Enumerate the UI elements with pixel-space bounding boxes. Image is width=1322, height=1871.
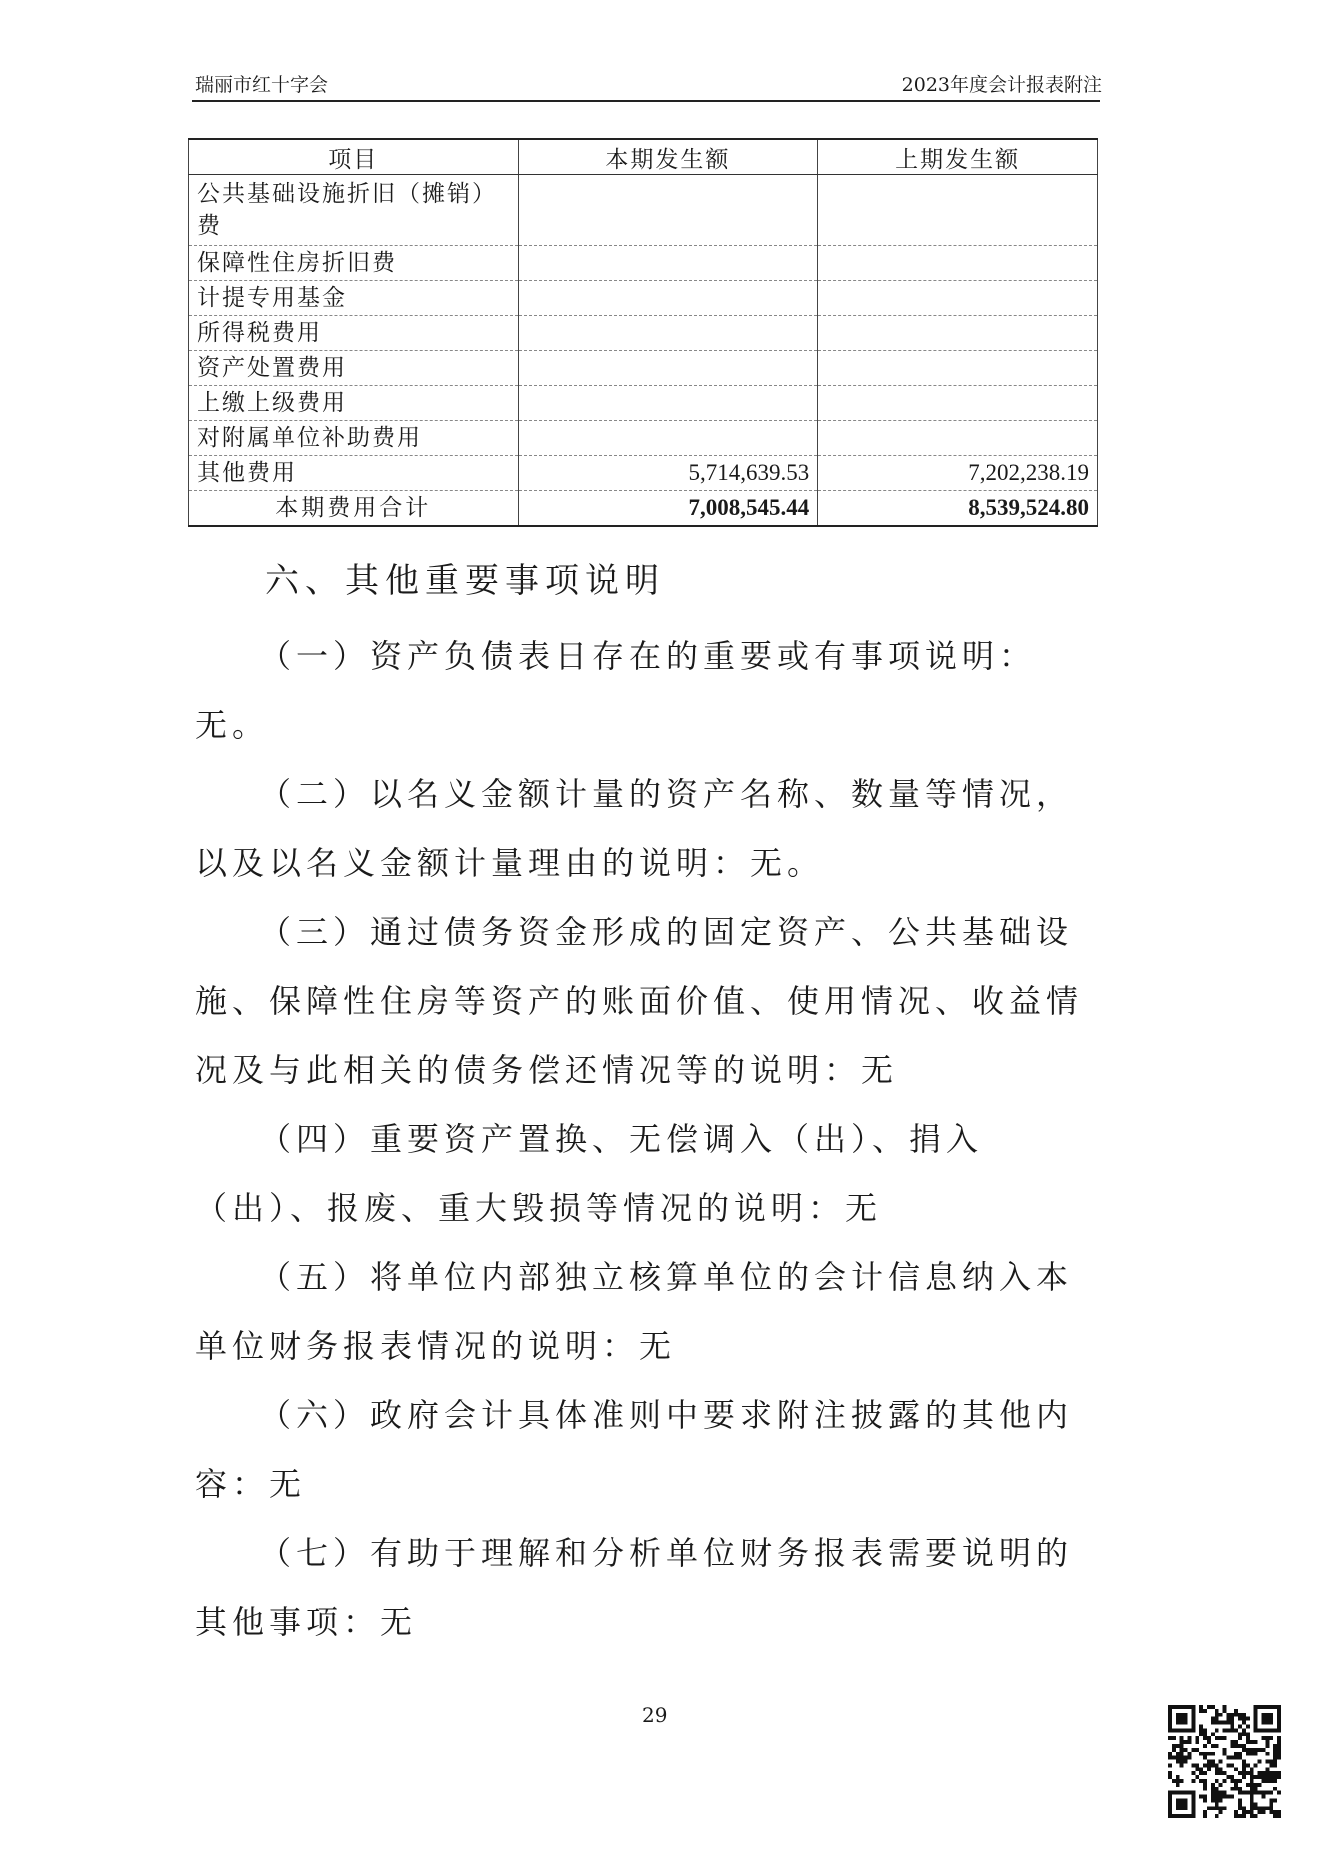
- paragraph: （一）资产负债表日存在的重要或有事项说明：无。: [195, 637, 1037, 744]
- row-item: 计提专用基金: [189, 281, 519, 316]
- table-row: [189, 175, 1098, 246]
- row-previous: 7,202,238.19: [818, 456, 1098, 491]
- paragraph: （二）以名义金额计量的资产名称、数量等情况，以及以名义金额计量理由的说明：无。: [195, 775, 1074, 882]
- paragraph: （三）通过债务资金形成的固定资产、公共基础设施、保障性住房等资产的账面价值、使用情况、收益情况及与此相关的债务偿还情况等的说明：无: [195, 913, 1084, 1089]
- table-row: [189, 316, 1098, 351]
- row-current: [518, 351, 818, 386]
- total-label: 本期费用合计: [189, 491, 519, 527]
- section-title: 六、其他重要事项说明: [265, 561, 665, 601]
- row-item: 资产处置费用: [189, 351, 519, 386]
- row-previous: [818, 351, 1098, 386]
- column-header-current: 本期发生额: [518, 139, 818, 175]
- qr-code-icon: [1168, 1705, 1281, 1818]
- page-number: 29: [642, 1703, 668, 1727]
- table-total-row: [189, 491, 1098, 527]
- row-current: [518, 246, 818, 281]
- total-current: 7,008,545.44: [518, 491, 818, 527]
- row-previous: [818, 175, 1098, 246]
- row-item: 上缴上级费用: [189, 386, 519, 421]
- row-item: 其他费用: [189, 456, 519, 491]
- row-previous: [818, 421, 1098, 456]
- table-row: [189, 421, 1098, 456]
- total-previous: 8,539,524.80: [818, 491, 1098, 527]
- row-item: 对附属单位补助费用: [189, 421, 519, 456]
- expense-table: [188, 138, 1098, 527]
- row-current: [518, 281, 818, 316]
- table-row: [189, 351, 1098, 386]
- paragraph: （六）政府会计具体准则中要求附注披露的其他内容：无: [195, 1396, 1074, 1503]
- header-document-title: 2023年度会计报表附注: [901, 74, 1102, 96]
- table-row: [189, 456, 1098, 491]
- row-current: 5,714,639.53: [518, 456, 818, 491]
- table-row: [189, 386, 1098, 421]
- row-previous: [818, 246, 1098, 281]
- table-row: [189, 281, 1098, 316]
- row-previous: [818, 281, 1098, 316]
- paragraph: （四）重要资产置换、无偿调入（出）、捐入（出）、报废、重大毁损等情况的说明：无: [195, 1120, 984, 1227]
- row-previous: [818, 316, 1098, 351]
- row-current: [518, 316, 818, 351]
- section-body: [195, 622, 1090, 1657]
- table-header-row: [189, 139, 1098, 175]
- row-current: [518, 175, 818, 246]
- column-header-item: 项目: [189, 139, 519, 175]
- row-current: [518, 421, 818, 456]
- header-divider: [192, 100, 1100, 102]
- row-previous: [818, 386, 1098, 421]
- paragraph: （五）将单位内部独立核算单位的会计信息纳入本单位财务报表情况的说明：无: [195, 1258, 1074, 1365]
- row-item: 所得税费用: [189, 316, 519, 351]
- row-item: 保障性住房折旧费: [189, 246, 519, 281]
- row-item: 公共基础设施折旧（摊销）费: [189, 175, 519, 246]
- row-current: [518, 386, 818, 421]
- paragraph: （七）有助于理解和分析单位财务报表需要说明的其他事项：无: [195, 1534, 1074, 1641]
- column-header-previous: 上期发生额: [818, 139, 1098, 175]
- table-row: [189, 246, 1098, 281]
- header-org-name: 瑞丽市红十字会: [195, 74, 329, 96]
